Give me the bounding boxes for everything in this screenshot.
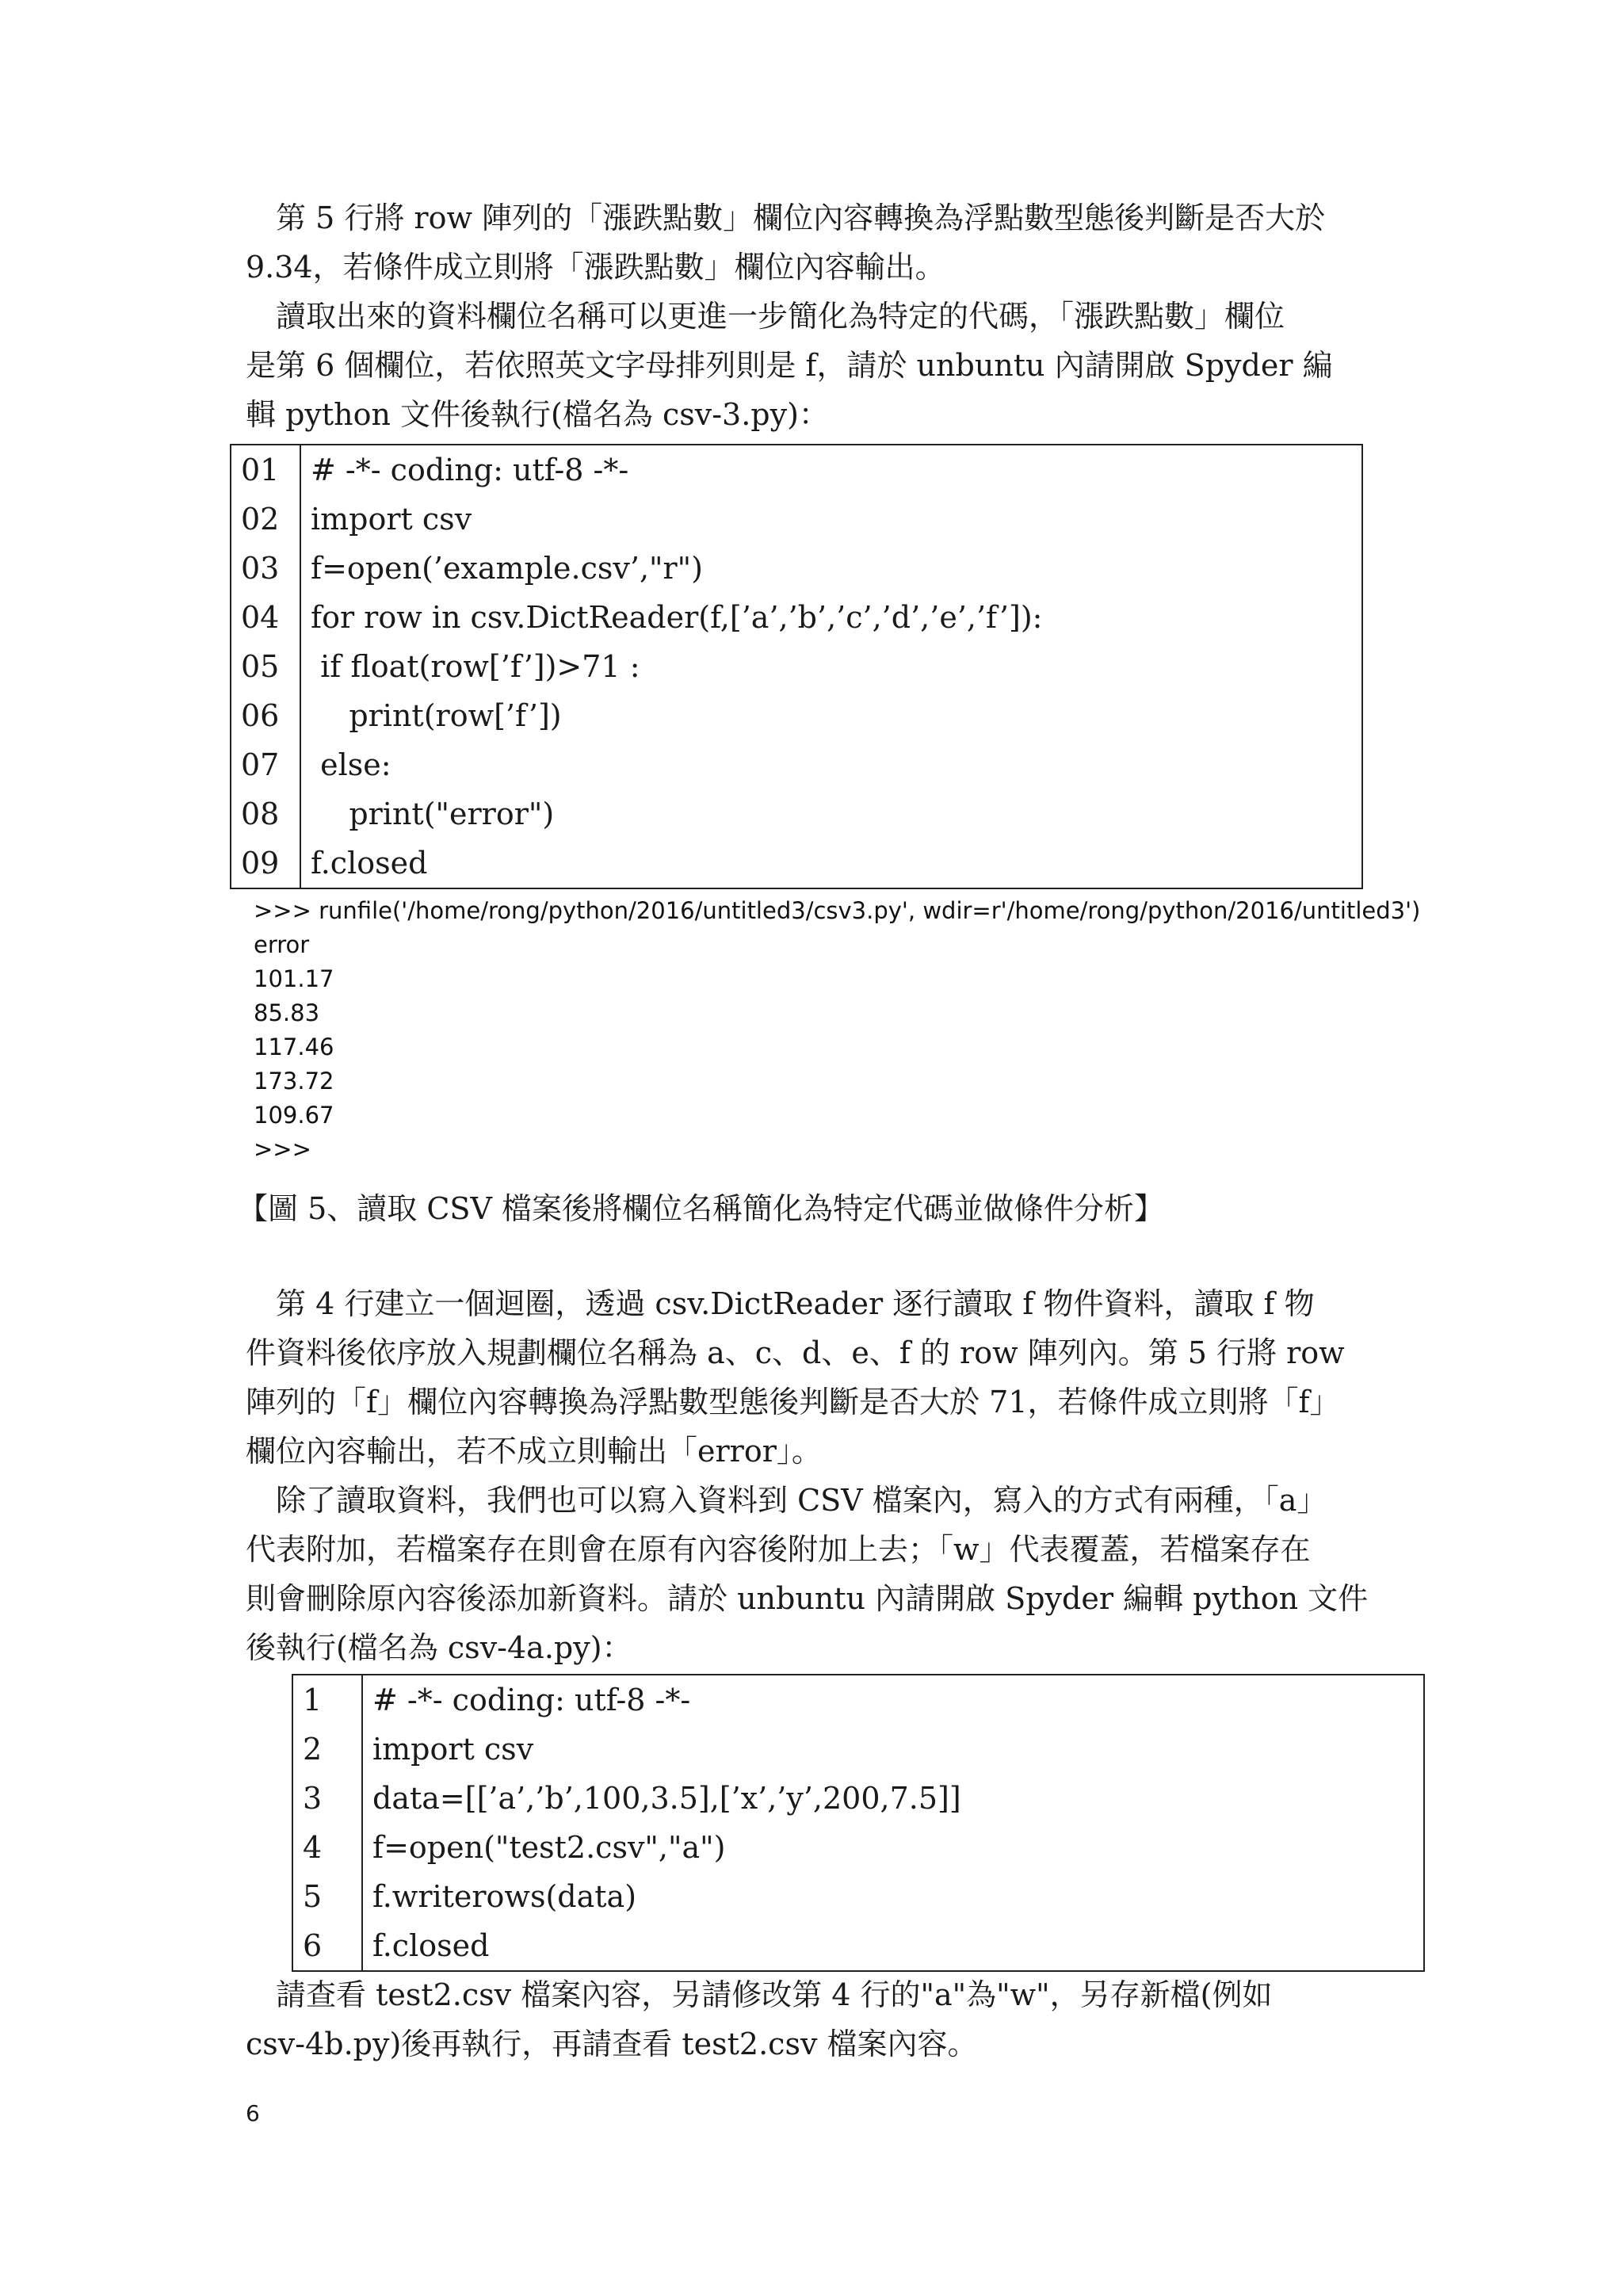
code-row bbox=[292, 1872, 1424, 1921]
line-number: 01 bbox=[231, 445, 300, 495]
line-number: 1 bbox=[292, 1675, 362, 1725]
text-line: 則會刪除原內容後添加新資料。請於 unbuntu 內請開啟 Spyder 編輯 python 文件 bbox=[246, 1581, 1369, 1616]
code-line: import csv bbox=[300, 495, 1362, 544]
text-line: 讀取出來的資料欄位名稱可以更進一步簡化為特定的代碼，「漲跌點數」欄位 bbox=[246, 299, 1285, 334]
text-line: 9.34，若條件成立則將「漲跌點數」欄位內容輸出。 bbox=[246, 250, 945, 285]
console-line: error bbox=[254, 931, 310, 958]
text-line: 第 4 行建立一個迴圈，透過 csv.DictReader 逐行讀取 f 物件資料，讀取 f 物 bbox=[246, 1286, 1315, 1321]
code-row bbox=[231, 839, 1362, 888]
console-line: >>> runfile('/home/rong/python/2016/untitled3/csv3.py', wdir=r'/home/rong/python/2016/untitled3') bbox=[254, 897, 1421, 924]
text-line: 請查看 test2.csv 檔案內容，另請修改第 4 行的"a"為"w"，另存新檔(例如 bbox=[246, 1977, 1273, 2012]
paragraph-1 bbox=[246, 193, 1379, 292]
console-line: 117.46 bbox=[254, 1033, 334, 1060]
console-line: 173.72 bbox=[254, 1068, 334, 1095]
line-number: 08 bbox=[231, 789, 300, 839]
console-line: 85.83 bbox=[254, 999, 320, 1026]
paragraph-3 bbox=[246, 1279, 1379, 1476]
code-row bbox=[292, 1725, 1424, 1774]
page-number: 6 bbox=[246, 2100, 260, 2126]
text-line: csv-4b.py)後再執行，再請查看 test2.csv 檔案內容。 bbox=[246, 2027, 978, 2061]
line-number: 02 bbox=[231, 495, 300, 544]
text-line: 後執行(檔名為 csv-4a.py)： bbox=[246, 1630, 632, 1665]
line-number: 06 bbox=[231, 691, 300, 740]
line-number: 09 bbox=[231, 839, 300, 888]
paragraph-4 bbox=[246, 1476, 1379, 1672]
code-line: print("error") bbox=[300, 789, 1362, 839]
line-number: 6 bbox=[292, 1921, 362, 1971]
text-line: 輯 python 文件後執行(檔名為 csv-3.py)： bbox=[246, 397, 829, 432]
code-row bbox=[231, 642, 1362, 691]
figure-caption: 【圖 5、讀取 CSV 檔案後將欄位名稱簡化為特定代碼並做條件分析】 bbox=[238, 1191, 1164, 1226]
code-row bbox=[292, 1921, 1424, 1971]
console-line: 101.17 bbox=[254, 965, 334, 992]
code-line: if float(row[’f’])>71 : bbox=[300, 642, 1362, 691]
code-row bbox=[231, 691, 1362, 740]
code-row bbox=[231, 544, 1362, 593]
line-number: 03 bbox=[231, 544, 300, 593]
line-number: 05 bbox=[231, 642, 300, 691]
line-number: 4 bbox=[292, 1823, 362, 1872]
code-row bbox=[231, 593, 1362, 642]
line-number: 2 bbox=[292, 1725, 362, 1774]
line-number: 07 bbox=[231, 740, 300, 789]
code-row bbox=[292, 1774, 1424, 1823]
code-line: data=[[’a’,’b’,100,3.5],[’x’,’y’,200,7.5]] bbox=[362, 1774, 1424, 1823]
console-output bbox=[254, 894, 1420, 1167]
code-line: f=open(’example.csv’,"r") bbox=[300, 544, 1362, 593]
code-line: f.closed bbox=[300, 839, 1362, 888]
paragraph-2 bbox=[246, 292, 1379, 439]
code-row bbox=[231, 789, 1362, 839]
text-line: 代表附加，若檔案存在則會在原有內容後附加上去；「w」代表覆蓋，若檔案存在 bbox=[246, 1532, 1311, 1567]
code-row bbox=[231, 495, 1362, 544]
line-number: 04 bbox=[231, 593, 300, 642]
code-row bbox=[231, 740, 1362, 789]
text-line: 件資料後依序放入規劃欄位名稱為 a、c、d、e、f 的 row 陣列內。第 5 行將 row bbox=[246, 1335, 1345, 1370]
text-line: 陣列的「f」欄位內容轉換為浮點數型態後判斷是否大於 71，若條件成立則將「f」 bbox=[246, 1385, 1340, 1419]
code-line: f=open("test2.csv","a") bbox=[362, 1823, 1424, 1872]
code-line: else: bbox=[300, 740, 1362, 789]
code-line: f.writerows(data) bbox=[362, 1872, 1424, 1921]
code-line: print(row[’f’]) bbox=[300, 691, 1362, 740]
text-line: 除了讀取資料，我們也可以寫入資料到 CSV 檔案內，寫入的方式有兩種，「a」 bbox=[246, 1483, 1327, 1518]
line-number: 5 bbox=[292, 1872, 362, 1921]
console-line: >>> bbox=[254, 1136, 311, 1163]
code-line: for row in csv.DictReader(f,[’a’,’b’,’c’,’d’,’e’,’f’]): bbox=[300, 593, 1362, 642]
code-row bbox=[292, 1675, 1424, 1725]
code-line: # -*- coding: utf-8 -*- bbox=[362, 1675, 1424, 1725]
code-listing-csv4a bbox=[292, 1674, 1425, 1972]
line-number: 3 bbox=[292, 1774, 362, 1823]
text-line: 欄位內容輸出，若不成立則輸出「error」。 bbox=[246, 1434, 822, 1469]
code-line: import csv bbox=[362, 1725, 1424, 1774]
code-row bbox=[292, 1823, 1424, 1872]
console-line: 109.67 bbox=[254, 1102, 334, 1129]
code-line: f.closed bbox=[362, 1921, 1424, 1971]
text-line: 是第 6 個欄位，若依照英文字母排列則是 f，請於 unbuntu 內請開啟 Spyder 編 bbox=[246, 348, 1333, 383]
code-row bbox=[231, 445, 1362, 495]
code-listing-csv3 bbox=[230, 444, 1363, 889]
code-line: # -*- coding: utf-8 -*- bbox=[300, 445, 1362, 495]
paragraph-5 bbox=[246, 1970, 1379, 2069]
text-line: 第 5 行將 row 陣列的「漲跌點數」欄位內容轉換為浮點數型態後判斷是否大於 bbox=[246, 201, 1326, 235]
